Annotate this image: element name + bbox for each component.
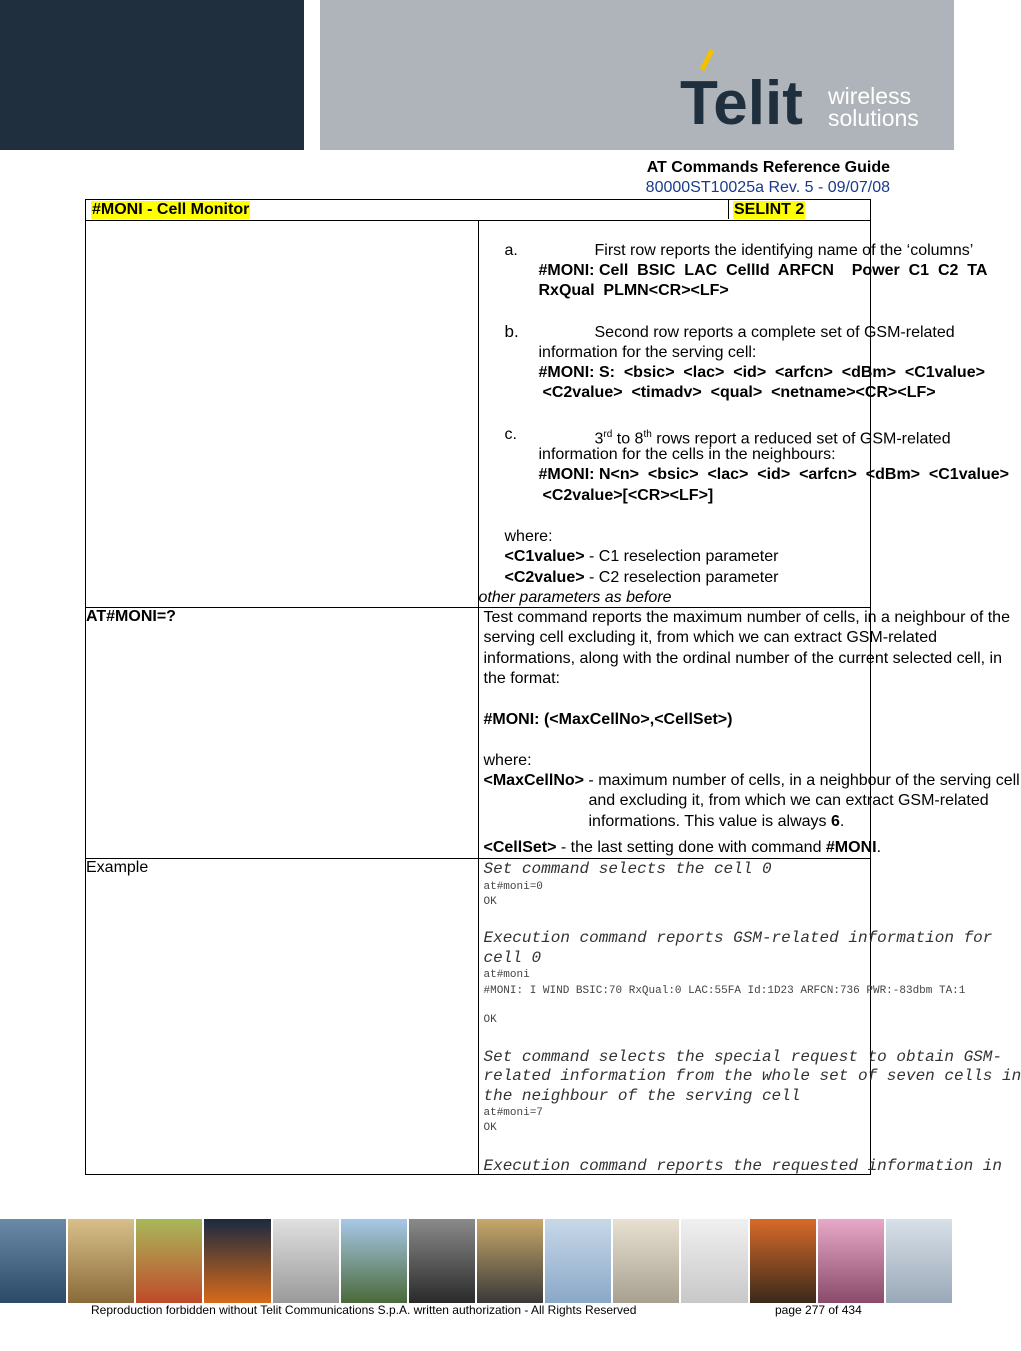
row-a-text: First row reports the identifying name of the ‘columns’	[594, 242, 974, 259]
other-params-note: other parameters as before	[478, 589, 672, 606]
footer-photo	[68, 1219, 134, 1303]
example-3-desc-2: related information from the whole set of seven cells in	[483, 1067, 1021, 1085]
list-marker-b: b.	[504, 322, 519, 341]
list-marker-a: a.	[504, 242, 518, 259]
example-1-ok: OK	[483, 896, 497, 908]
param-maxcellno-value: 6	[830, 813, 840, 830]
row-c-mid: to 8	[612, 430, 644, 448]
selint-badge: SELINT 2	[734, 201, 805, 218]
param-c2	[505, 568, 779, 588]
param-c1-name: <C1value>	[504, 548, 585, 565]
logo-tagline-1: wireless	[828, 83, 912, 109]
example-2-desc-2: cell 0	[483, 949, 542, 967]
footer-photo	[341, 1219, 407, 1303]
logo-accent-mark	[702, 50, 712, 70]
footer-photo	[409, 1219, 475, 1303]
param-maxcellno	[484, 771, 1020, 791]
row2-content-cell	[478, 608, 1020, 859]
table-title: #MONI - Cell Monitor	[92, 201, 250, 218]
row-b-cmd-1: #MONI: S: <bsic> <lac> <id> <arfcn> <dBm> <C1value>	[538, 364, 985, 381]
example-3-desc-1: Set command selects the special request to obtain GSM-	[483, 1048, 1002, 1066]
table-title-cell	[86, 200, 871, 221]
row-a-cmd-1: #MONI: Cell BSIC LAC CellId ARFCN Power C1 C2 TA	[538, 262, 988, 279]
row-b-cmd-2: <C2value> <timadv> <qual> <netname><CR><LF>	[542, 384, 936, 401]
param-maxcellno-desc-3	[589, 812, 845, 832]
row2-line-1: Test command reports the maximum number of cells, in a neighbour of the	[483, 609, 1010, 626]
footer-photo	[136, 1219, 202, 1303]
row2-line-3: informations, along with the ordinal number of the current selected cell, in	[483, 650, 1002, 667]
example-2-desc-1: Execution command reports GSM-related information for	[483, 929, 993, 947]
header-dark-band	[0, 0, 304, 150]
row-b-text-2: information for the serving cell:	[538, 344, 757, 361]
footer-photo	[273, 1219, 339, 1303]
param-cellset-cmd: #MONI	[825, 839, 877, 856]
example-2-response: #MONI: I WIND BSIC:70 RxQual:0 LAC:55FA Id:1D23 ARFCN:736 PWR:-83dbm TA:1	[483, 985, 966, 997]
row-a-cmd-2: RxQual PLMN<CR><LF>	[538, 282, 729, 299]
param-cellset	[484, 838, 882, 858]
row3-content-cell	[478, 859, 1021, 1175]
footer-photo	[477, 1219, 543, 1303]
footer-photo	[681, 1219, 747, 1303]
footer-photo	[613, 1219, 679, 1303]
example-3-cmd: at#moni=7	[483, 1107, 543, 1119]
footer-photo-strip	[0, 1219, 954, 1303]
page-number: page 277 of 434	[775, 1303, 862, 1317]
example-3-desc-3: the neighbour of the serving cell	[483, 1087, 801, 1105]
param-maxcellno-name: <MaxCellNo>	[483, 772, 584, 789]
row-c-cmd-1: #MONI: N<n> <bsic> <lac> <id> <arfcn> <dBm> <C1value>	[538, 466, 1009, 483]
row1-content-cell	[478, 221, 1009, 608]
row2-line-2: serving cell excluding it, from which we can extract GSM-related	[483, 629, 938, 646]
list-marker-c: c.	[504, 426, 517, 443]
row2-label: AT#MONI=?	[86, 608, 479, 859]
row-c-sup-1: rd	[603, 429, 613, 440]
param-c2-desc: - C2 reselection parameter	[584, 569, 779, 586]
logo-tagline-2: solutions	[828, 105, 919, 131]
row-c-sup-2: th	[643, 429, 652, 440]
document-title: AT Commands Reference Guide	[646, 159, 890, 176]
footer-copyright: Reproduction forbidden without Telit Communications S.p.A. written authorization - All Rights Reserved	[91, 1303, 637, 1317]
row1-where: where:	[504, 528, 553, 545]
row-c-post: rows report a reduced set of GSM-related	[651, 430, 951, 448]
param-cellset-end: .	[876, 839, 882, 856]
row-c-text-2: information for the cells in the neighbours:	[538, 446, 836, 463]
param-c1	[505, 547, 779, 567]
row-b-text-1: Second row reports a complete set of GSM-related	[594, 324, 955, 341]
param-maxcellno-desc-3-text: informations. This value is always	[588, 813, 831, 830]
row2-where: where:	[483, 752, 532, 769]
param-c1-desc: - C1 reselection parameter	[584, 548, 779, 565]
command-table	[85, 199, 1021, 1175]
row2-format: #MONI: (<MaxCellNo>,<CellSet>)	[483, 711, 733, 728]
table-row	[86, 859, 871, 1175]
example-1-desc: Set command selects the cell 0	[483, 860, 772, 878]
example-4-desc: Execution command reports the requested information in	[483, 1157, 1002, 1175]
row3-label: Example	[86, 859, 479, 1175]
footer-photo	[204, 1219, 270, 1303]
table-row	[86, 221, 871, 608]
param-maxcellno-end: .	[839, 813, 845, 830]
row-c-cmd-2: <C2value>[<CR><LF>]	[542, 487, 714, 504]
telit-logo	[676, 48, 936, 138]
table-row	[86, 608, 871, 859]
example-1-cmd: at#moni=0	[483, 881, 543, 893]
row2-line-4: the format:	[483, 670, 560, 687]
param-maxcellno-desc-1: - maximum number of cells, in a neighbour of the serving cell	[583, 772, 1020, 789]
param-cellset-desc: - the last setting done with command	[556, 839, 826, 856]
row3-content	[479, 859, 1021, 1175]
logo-wordmark: Telit	[680, 69, 803, 138]
footer-photo	[0, 1219, 66, 1303]
document-subtitle: 80000ST10025a Rev. 5 - 09/07/08	[645, 179, 890, 196]
param-maxcellno-desc-2: and excluding it, from which we can extract GSM-related	[588, 792, 989, 809]
param-cellset-name: <CellSet>	[483, 839, 557, 856]
example-3-ok: OK	[483, 1122, 497, 1134]
footer-photo	[818, 1219, 884, 1303]
example-2-ok: OK	[483, 1014, 497, 1026]
table-title-row	[86, 200, 871, 221]
footer-photo	[545, 1219, 611, 1303]
row-c-pre: 3	[594, 430, 604, 448]
footer-photo	[750, 1219, 816, 1303]
row1-label-cell	[86, 221, 479, 608]
footer-photo	[886, 1219, 952, 1303]
example-2-cmd: at#moni	[483, 969, 530, 981]
row2-content	[479, 608, 1020, 858]
param-c2-name: <C2value>	[504, 569, 585, 586]
row1-content	[478, 221, 1009, 607]
